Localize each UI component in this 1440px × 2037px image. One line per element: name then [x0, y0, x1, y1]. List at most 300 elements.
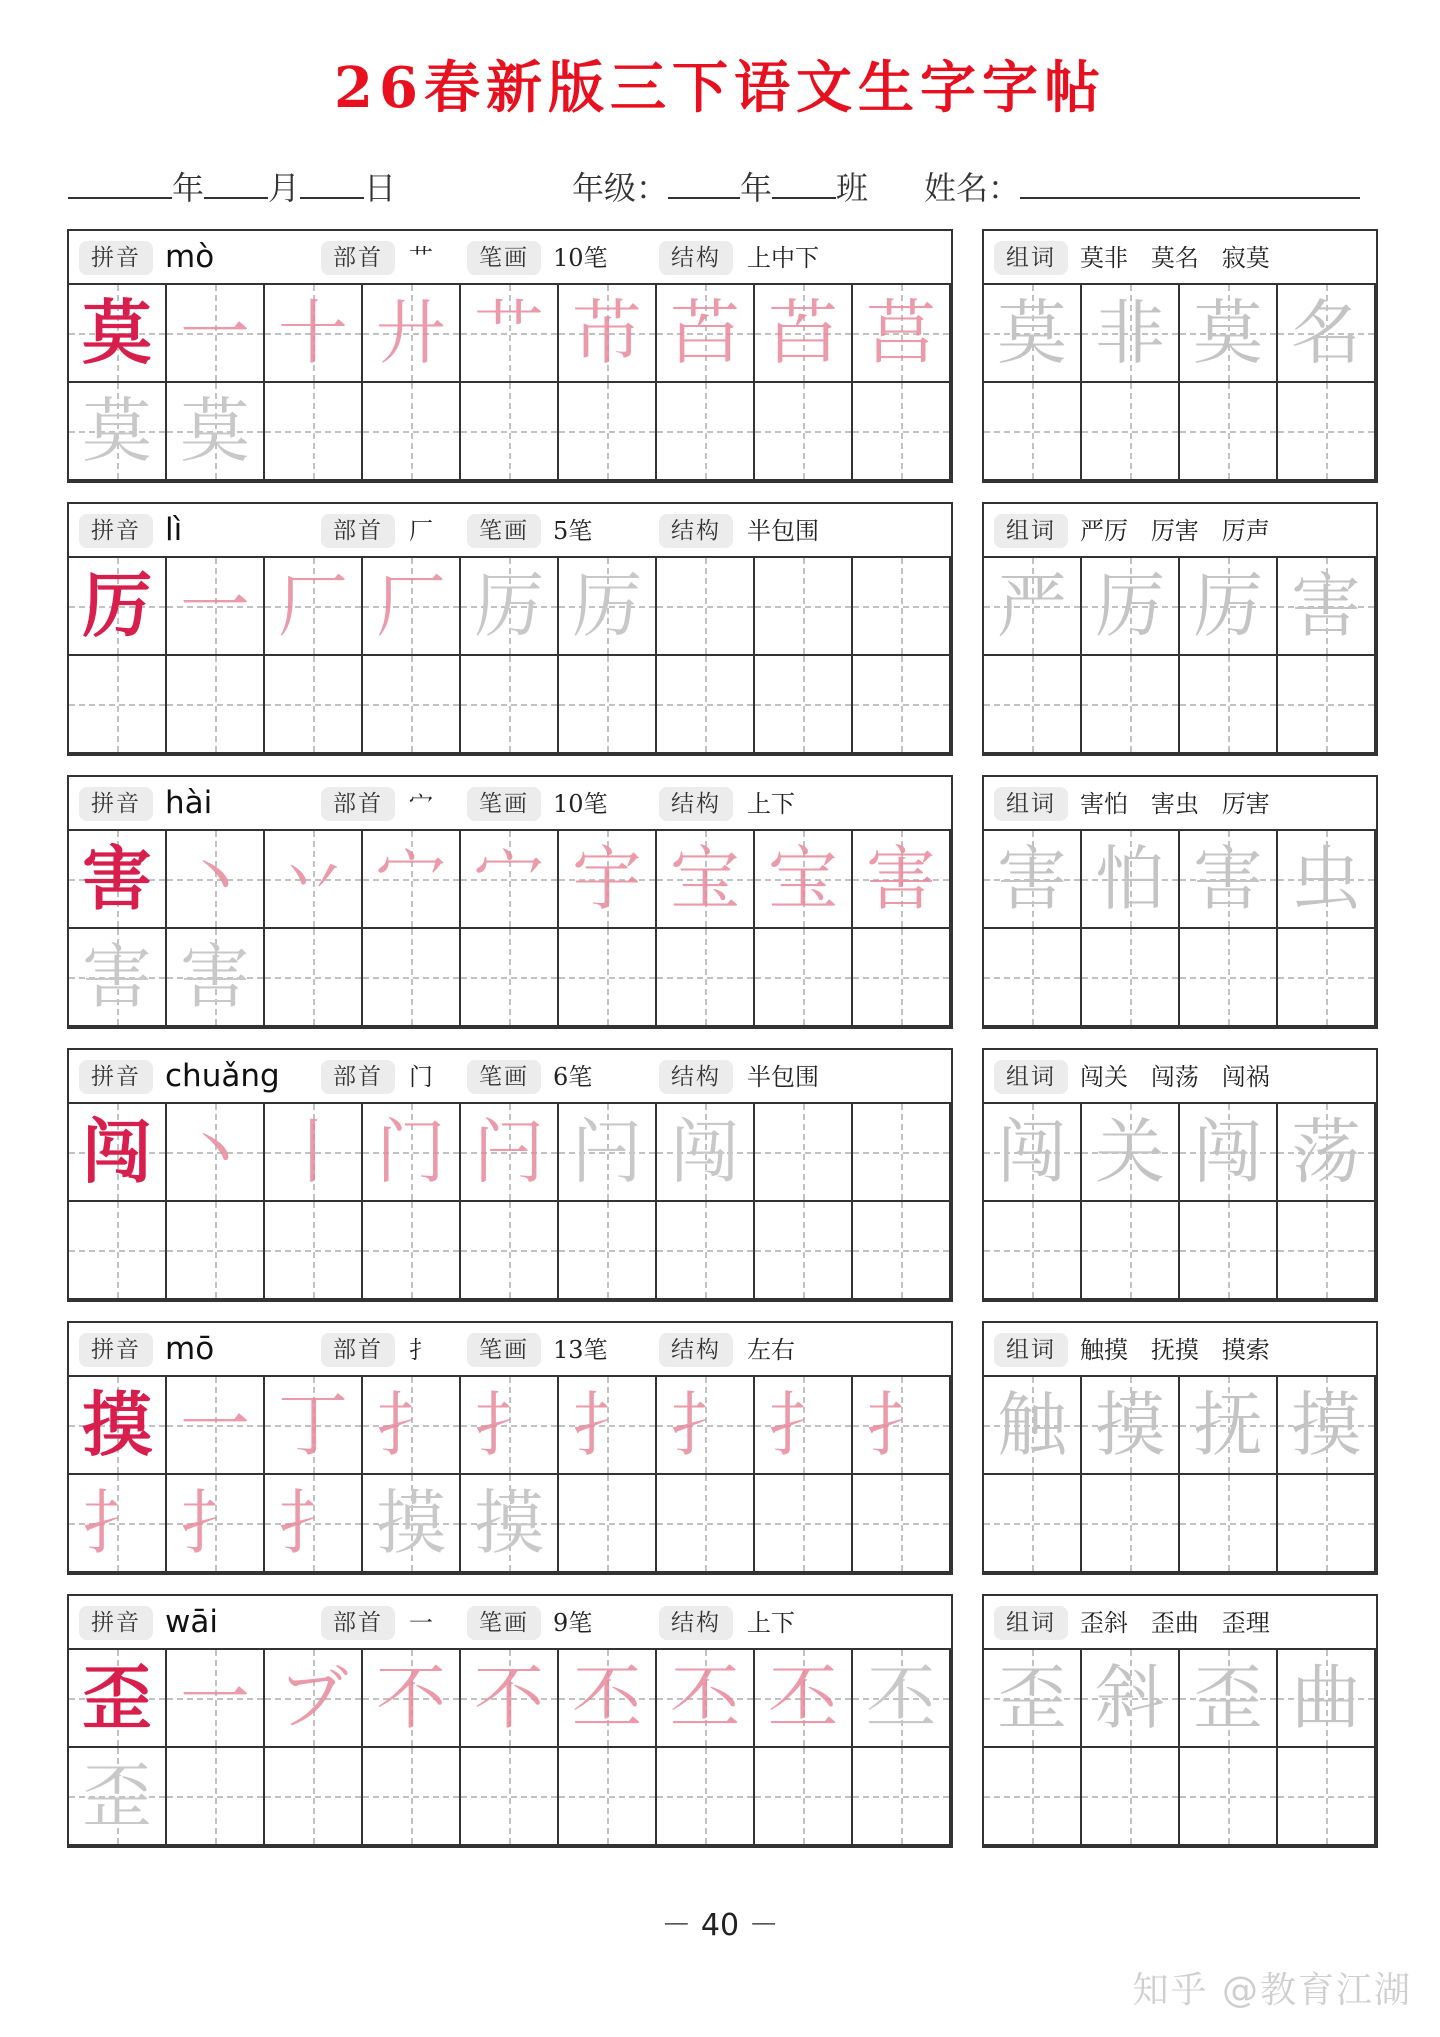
word-card — [982, 1321, 1378, 1575]
word-character: 虫 — [1291, 838, 1361, 920]
stroke-step-character: 扌 — [670, 1384, 740, 1466]
stroke-step-character: 扌 — [180, 1482, 250, 1564]
grid-cell[interactable] — [657, 1475, 755, 1573]
stroke-step-character: 丨 — [278, 1111, 348, 1193]
grid-cell[interactable] — [853, 1104, 951, 1202]
word-list: 闯关 闯荡 闯祸 — [1080, 1063, 1270, 1091]
stroke-step-character: 一 — [180, 1384, 250, 1466]
grid-cell[interactable] — [853, 831, 951, 929]
word-character: 名 — [1291, 292, 1361, 374]
grid-cell[interactable] — [265, 929, 363, 1027]
stroke-step-character: 闩 — [572, 1111, 642, 1193]
grid-cell[interactable] — [265, 558, 363, 656]
stroke-step-character: 苩 — [768, 292, 838, 374]
card-header — [69, 1596, 951, 1650]
grid-cell[interactable] — [755, 558, 853, 656]
month-label: 月 — [268, 169, 301, 207]
grid-cell[interactable] — [559, 285, 657, 383]
grid-cell[interactable] — [1278, 1475, 1376, 1573]
grid-cell[interactable] — [657, 1748, 755, 1846]
grid-cell[interactable] — [1082, 1650, 1180, 1748]
grid-cell[interactable] — [69, 656, 167, 754]
stroke-step-character: 摸 — [376, 1482, 446, 1564]
word-card-header — [984, 1596, 1376, 1650]
grid-cell[interactable] — [167, 1748, 265, 1846]
strokes-value: 10笔 — [553, 244, 608, 272]
stroke-step-character: 宀 — [474, 838, 544, 920]
grid-cell[interactable] — [363, 285, 461, 383]
radical-value: 艹 — [409, 244, 433, 272]
radical-tag: 部首 — [321, 514, 395, 548]
name-label: 姓名： — [924, 169, 1021, 207]
grid-cell[interactable] — [167, 1650, 265, 1748]
word-card-header — [984, 777, 1376, 831]
word-character: 厉 — [1095, 565, 1165, 647]
stroke-step-character: 害 — [866, 838, 936, 920]
grid-cell[interactable] — [755, 1202, 853, 1300]
grid-cell[interactable] — [1180, 1202, 1278, 1300]
structure-tag: 结构 — [659, 241, 733, 275]
stroke-step-character: 丶 — [180, 838, 250, 920]
name-blank[interactable] — [1020, 169, 1360, 199]
word-character: 莫 — [1193, 292, 1263, 374]
grid-cell[interactable] — [461, 1748, 559, 1846]
grid-cell[interactable] — [1278, 1377, 1376, 1475]
grid-cell[interactable] — [755, 656, 853, 754]
grid-cell[interactable] — [461, 285, 559, 383]
pinyin-value: chuǎng — [165, 1058, 280, 1094]
grid-cell[interactable] — [559, 558, 657, 656]
grid-cell[interactable] — [559, 1104, 657, 1202]
pinyin-tag: 拼音 — [79, 241, 153, 275]
grid-cell[interactable] — [984, 285, 1082, 383]
grid-cell[interactable] — [461, 1202, 559, 1300]
stroke-step-character: 厉 — [474, 565, 544, 647]
grid-cell[interactable] — [1082, 383, 1180, 481]
radical-value: 门 — [409, 1063, 433, 1091]
grid-cell[interactable] — [1278, 1104, 1376, 1202]
radical-tag: 部首 — [321, 1606, 395, 1640]
grid-cell[interactable] — [657, 1202, 755, 1300]
grid-cell[interactable] — [69, 831, 167, 929]
grid-cell[interactable] — [1180, 656, 1278, 754]
date-fill — [68, 163, 396, 209]
radical-tag: 部首 — [321, 1060, 395, 1094]
grid-cell[interactable] — [559, 656, 657, 754]
stroke-step-character: 芇 — [572, 292, 642, 374]
grid-cell[interactable] — [1082, 929, 1180, 1027]
grid-cell[interactable] — [853, 285, 951, 383]
grid-cell[interactable] — [1278, 558, 1376, 656]
grid-cell[interactable] — [167, 1475, 265, 1573]
card-header — [69, 504, 951, 558]
character-card — [67, 1048, 953, 1302]
grid-cell[interactable] — [755, 1650, 853, 1748]
grid-cell[interactable] — [1082, 1475, 1180, 1573]
grid-cell[interactable] — [984, 1748, 1082, 1846]
grid-cell[interactable] — [69, 1748, 167, 1846]
stroke-step-character: 不 — [474, 1657, 544, 1739]
radical-tag: 部首 — [321, 241, 395, 275]
grid-cell[interactable] — [984, 929, 1082, 1027]
grid-cell[interactable] — [1278, 929, 1376, 1027]
grid-cell[interactable] — [167, 1377, 265, 1475]
stroke-step-character: 摸 — [474, 1482, 544, 1564]
grid-cell[interactable] — [755, 1377, 853, 1475]
grid-cell[interactable] — [69, 285, 167, 383]
grid-cell[interactable] — [1180, 383, 1278, 481]
stroke-step-character: 厂 — [376, 565, 446, 647]
grid-cell[interactable] — [984, 1650, 1082, 1748]
stroke-step-character: 莒 — [866, 292, 936, 374]
grid-cell[interactable] — [461, 656, 559, 754]
watermark: 知乎 @教育江湖 — [1132, 1970, 1412, 2011]
character-card — [67, 229, 953, 483]
grid-cell[interactable] — [265, 1104, 363, 1202]
grid-cell[interactable] — [853, 1748, 951, 1846]
stroke-step-character: 扌 — [866, 1384, 936, 1466]
word-character: 害 — [997, 838, 1067, 920]
words-tag: 组词 — [994, 514, 1068, 548]
word-list: 害怕 害虫 厉害 — [1080, 790, 1270, 818]
stroke-step-character: 一 — [180, 292, 250, 374]
grid-cell[interactable] — [559, 1377, 657, 1475]
grid-cell[interactable] — [69, 1104, 167, 1202]
main-character: 歪 — [82, 1656, 152, 1739]
grid-cell[interactable] — [755, 929, 853, 1027]
grid-cell[interactable] — [755, 831, 853, 929]
radical-value: 宀 — [409, 790, 433, 818]
grid-cell[interactable] — [559, 1650, 657, 1748]
grid-cell[interactable] — [265, 285, 363, 383]
main-character: 闯 — [82, 1110, 152, 1193]
grid-cell[interactable] — [657, 1104, 755, 1202]
grid-cell[interactable] — [265, 1202, 363, 1300]
stroke-step-character: 宝 — [670, 838, 740, 920]
structure-value: 上下 — [747, 1609, 795, 1637]
grid-cell[interactable] — [167, 383, 265, 481]
grid-cell[interactable] — [853, 383, 951, 481]
strokes-value: 6笔 — [553, 1063, 593, 1091]
month-blank[interactable] — [204, 169, 268, 199]
grid-cell[interactable] — [1082, 1104, 1180, 1202]
class-blank[interactable] — [772, 169, 836, 199]
pinyin-value: mō — [165, 1331, 215, 1367]
grid-cell[interactable] — [559, 831, 657, 929]
stroke-step-character: 闩 — [474, 1111, 544, 1193]
grid-cell[interactable] — [69, 558, 167, 656]
grid-cell[interactable] — [1180, 1650, 1278, 1748]
grid-cell[interactable] — [657, 383, 755, 481]
page-number: － 40 － — [661, 1908, 779, 1943]
stroke-step-character: 丕 — [670, 1657, 740, 1739]
card-header — [69, 1323, 951, 1377]
word-character: 害 — [1291, 565, 1361, 647]
grid-cell[interactable] — [461, 831, 559, 929]
stroke-step-character: 厂 — [278, 565, 348, 647]
page-title: 26春新版三下语文生字字帖 — [334, 55, 1106, 121]
word-card-header — [984, 504, 1376, 558]
grid-cell[interactable] — [461, 929, 559, 1027]
stroke-step-character: 扌 — [376, 1384, 446, 1466]
grid-cell[interactable] — [1082, 831, 1180, 929]
words-tag: 组词 — [994, 787, 1068, 821]
grid-cell[interactable] — [1278, 1650, 1376, 1748]
stroke-step-character: ブ — [278, 1657, 348, 1739]
grid-cell[interactable] — [657, 929, 755, 1027]
word-character: 触 — [997, 1384, 1067, 1466]
grid-cell[interactable] — [1180, 1475, 1278, 1573]
grid-cell[interactable] — [363, 1202, 461, 1300]
grid-cell[interactable] — [69, 1650, 167, 1748]
grid-cell[interactable] — [1180, 929, 1278, 1027]
structure-value: 半包围 — [747, 517, 819, 545]
strokes-value: 10笔 — [553, 790, 608, 818]
pinyin-tag: 拼音 — [79, 787, 153, 821]
stroke-step-character: 丕 — [768, 1657, 838, 1739]
main-character: 莫 — [82, 291, 152, 374]
word-list: 莫非 莫名 寂莫 — [1080, 244, 1270, 272]
grid-cell[interactable] — [1278, 656, 1376, 754]
word-card — [982, 1048, 1378, 1302]
stroke-step-character: 扌 — [278, 1482, 348, 1564]
character-card — [67, 502, 953, 756]
pinyin-value: mò — [165, 239, 215, 275]
stroke-step-character: 一 — [180, 565, 250, 647]
grid-cell[interactable] — [461, 1377, 559, 1475]
structure-tag: 结构 — [659, 1606, 733, 1640]
grid-cell[interactable] — [461, 558, 559, 656]
strokes-tag: 笔画 — [467, 1606, 541, 1640]
grid-cell[interactable] — [984, 831, 1082, 929]
grid-cell[interactable] — [363, 1650, 461, 1748]
date-line — [68, 163, 1378, 207]
grid-cell[interactable] — [1180, 558, 1278, 656]
pinyin-tag: 拼音 — [79, 1333, 153, 1367]
grid-cell[interactable] — [69, 1475, 167, 1573]
grid-cell[interactable] — [69, 383, 167, 481]
grid-cell[interactable] — [69, 929, 167, 1027]
structure-tag: 结构 — [659, 787, 733, 821]
pinyin-tag: 拼音 — [79, 1606, 153, 1640]
grid-cell[interactable] — [167, 656, 265, 754]
words-tag: 组词 — [994, 241, 1068, 275]
grid-cell[interactable] — [363, 1104, 461, 1202]
strokes-value: 5笔 — [553, 517, 593, 545]
grid-cell[interactable] — [363, 558, 461, 656]
grid-cell[interactable] — [167, 831, 265, 929]
grid-cell[interactable] — [1180, 1104, 1278, 1202]
grid-cell[interactable] — [69, 1202, 167, 1300]
grid-cell[interactable] — [363, 831, 461, 929]
grid-cell[interactable] — [657, 1650, 755, 1748]
word-list: 歪斜 歪曲 歪理 — [1080, 1609, 1270, 1637]
card-header — [69, 231, 951, 285]
grid-cell[interactable] — [265, 656, 363, 754]
grid-cell[interactable] — [559, 383, 657, 481]
grid-cell[interactable] — [1082, 285, 1180, 383]
word-character: 关 — [1095, 1111, 1165, 1193]
stroke-step-character: 扌 — [572, 1384, 642, 1466]
word-list: 触摸 抚摸 摸索 — [1080, 1336, 1270, 1364]
character-card — [67, 1321, 953, 1575]
word-card — [982, 502, 1378, 756]
grid-cell[interactable] — [559, 1475, 657, 1573]
grid-cell[interactable] — [1082, 1202, 1180, 1300]
grid-cell[interactable] — [167, 558, 265, 656]
grid-cell[interactable] — [461, 1475, 559, 1573]
main-character: 摸 — [82, 1383, 152, 1466]
stroke-step-character: 扌 — [474, 1384, 544, 1466]
day-label: 日 — [364, 169, 397, 207]
stroke-step-character: 丶 — [180, 1111, 250, 1193]
word-character: 斜 — [1095, 1657, 1165, 1739]
radical-value: 厂 — [409, 517, 433, 545]
grade-year-blank[interactable] — [668, 169, 740, 199]
grid-cell[interactable] — [1278, 831, 1376, 929]
grid-cell[interactable] — [167, 285, 265, 383]
grid-cell[interactable] — [755, 285, 853, 383]
word-character: 非 — [1095, 292, 1165, 374]
grid-cell[interactable] — [657, 656, 755, 754]
word-character: 抚 — [1193, 1384, 1263, 1466]
grid-cell[interactable] — [265, 831, 363, 929]
grid-cell[interactable] — [755, 1475, 853, 1573]
grid-cell[interactable] — [853, 1650, 951, 1748]
grid-cell[interactable] — [853, 1202, 951, 1300]
grid-cell[interactable] — [853, 929, 951, 1027]
grid-cell[interactable] — [1082, 558, 1180, 656]
grid-cell[interactable] — [167, 1104, 265, 1202]
pinyin-tag: 拼音 — [79, 514, 153, 548]
grid-cell[interactable] — [1180, 1748, 1278, 1846]
grid-cell[interactable] — [167, 929, 265, 1027]
grid-cell[interactable] — [1082, 656, 1180, 754]
grid-cell[interactable] — [853, 558, 951, 656]
stroke-step-character: 厉 — [572, 565, 642, 647]
grid-cell[interactable] — [265, 1748, 363, 1846]
grid-cell[interactable] — [559, 1202, 657, 1300]
grid-cell[interactable] — [363, 929, 461, 1027]
grid-cell[interactable] — [559, 929, 657, 1027]
stroke-step-character: 扌 — [768, 1384, 838, 1466]
grid-cell[interactable] — [461, 1104, 559, 1202]
stroke-step-character: 歪 — [82, 1755, 152, 1837]
grid-cell[interactable] — [363, 1377, 461, 1475]
word-character: 荡 — [1291, 1111, 1361, 1193]
stroke-step-character: 宀 — [376, 838, 446, 920]
stroke-step-character: 害 — [82, 936, 152, 1018]
grid-cell[interactable] — [1278, 1748, 1376, 1846]
stroke-step-character: 丕 — [572, 1657, 642, 1739]
word-card-header — [984, 1050, 1376, 1104]
grid-cell[interactable] — [167, 1202, 265, 1300]
day-blank[interactable] — [300, 169, 364, 199]
grid-cell[interactable] — [984, 1377, 1082, 1475]
main-character: 害 — [82, 837, 152, 920]
stroke-step-character: 宇 — [572, 838, 642, 920]
grid-cell[interactable] — [755, 1748, 853, 1846]
stroke-step-character: 一 — [180, 1657, 250, 1739]
structure-value: 上下 — [747, 790, 795, 818]
grid-cell[interactable] — [755, 383, 853, 481]
stroke-step-character: 莫 — [180, 390, 250, 472]
grade-fill — [572, 163, 868, 209]
grid-cell[interactable] — [984, 1475, 1082, 1573]
stroke-step-character: 不 — [376, 1657, 446, 1739]
radical-tag: 部首 — [321, 787, 395, 821]
grid-cell[interactable] — [265, 1475, 363, 1573]
grid-cell[interactable] — [853, 1475, 951, 1573]
grid-cell[interactable] — [1278, 285, 1376, 383]
stroke-step-character: 丕 — [866, 1657, 936, 1739]
grid-cell[interactable] — [363, 1475, 461, 1573]
grid-cell[interactable] — [265, 383, 363, 481]
grid-cell[interactable] — [363, 1748, 461, 1846]
stroke-step-character: 闯 — [670, 1111, 740, 1193]
grid-cell[interactable] — [69, 1377, 167, 1475]
grid-cell[interactable] — [657, 1377, 755, 1475]
grid-cell[interactable] — [1082, 1377, 1180, 1475]
grid-cell[interactable] — [1180, 285, 1278, 383]
word-character: 摸 — [1095, 1384, 1165, 1466]
grid-cell[interactable] — [984, 383, 1082, 481]
radical-value: 扌 — [409, 1336, 433, 1364]
grid-cell[interactable] — [1180, 1377, 1278, 1475]
grid-cell[interactable] — [363, 656, 461, 754]
word-character: 摸 — [1291, 1384, 1361, 1466]
grid-cell[interactable] — [1278, 1202, 1376, 1300]
words-tag: 组词 — [994, 1060, 1068, 1094]
grid-cell[interactable] — [853, 1377, 951, 1475]
grid-cell[interactable] — [265, 1377, 363, 1475]
grid-cell[interactable] — [559, 1748, 657, 1846]
grid-cell[interactable] — [1278, 383, 1376, 481]
year-label: 年 — [172, 169, 205, 207]
grid-cell[interactable] — [984, 656, 1082, 754]
radical-tag: 部首 — [321, 1333, 395, 1367]
strokes-tag: 笔画 — [467, 787, 541, 821]
word-character: 莫 — [997, 292, 1067, 374]
grid-cell[interactable] — [657, 831, 755, 929]
grid-cell[interactable] — [755, 1104, 853, 1202]
pinyin-value: lì — [165, 512, 183, 548]
class-label: 班 — [836, 169, 869, 207]
grid-cell[interactable] — [984, 1202, 1082, 1300]
year-blank[interactable] — [68, 169, 172, 199]
grid-cell[interactable] — [1082, 1748, 1180, 1846]
grid-cell[interactable] — [265, 1650, 363, 1748]
strokes-tag: 笔画 — [467, 1060, 541, 1094]
grid-cell[interactable] — [657, 558, 755, 656]
grid-cell[interactable] — [363, 383, 461, 481]
word-card-header — [984, 231, 1376, 285]
stroke-step-character: 扌 — [82, 1482, 152, 1564]
stroke-step-character: 丁 — [278, 1384, 348, 1466]
grid-cell[interactable] — [853, 656, 951, 754]
grid-cell[interactable] — [1180, 831, 1278, 929]
grid-cell[interactable] — [657, 285, 755, 383]
words-tag: 组词 — [994, 1333, 1068, 1367]
grid-cell[interactable] — [461, 1650, 559, 1748]
grid-cell[interactable] — [984, 1104, 1082, 1202]
word-character: 歪 — [1193, 1657, 1263, 1739]
grid-cell[interactable] — [984, 558, 1082, 656]
word-list: 严厉 厉害 厉声 — [1080, 517, 1270, 545]
stroke-step-character: 十 — [278, 292, 348, 374]
grid-cell[interactable] — [461, 383, 559, 481]
character-card — [67, 1594, 953, 1848]
